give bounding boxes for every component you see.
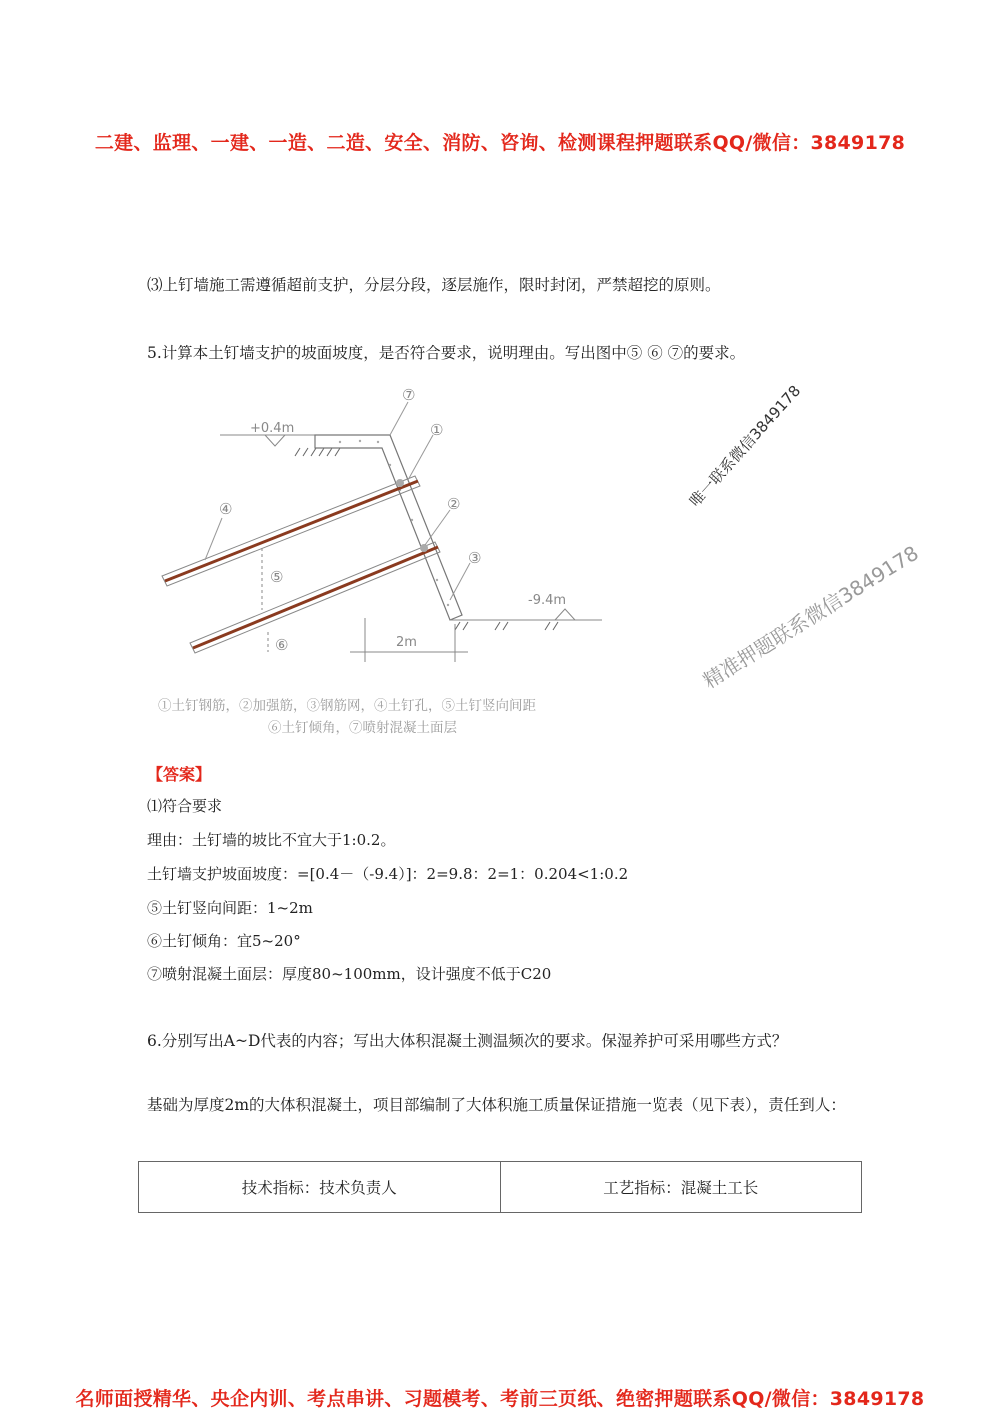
soil-nail-bar-upper xyxy=(165,481,418,581)
elevation-bottom-label: -9.4m xyxy=(528,593,567,608)
question-5: 5.计算本土钉墙支护的坡面坡度，是否符合要求，说明理由。写出图中⑤ ⑥ ⑦的要求。 xyxy=(147,344,746,362)
answer-line-3: 土钉墙支护坡面坡度：=[0.4－（-9.4）]：2=9.8：2=1：0.204<1:0.2 xyxy=(147,865,629,883)
paragraph-concrete: 基础为厚度2m的大体积混凝土，项目部编制了大体积施工质量保证措施一览表（见下表），责任到人： xyxy=(147,1096,846,1114)
paragraph-principle: ⑶上钉墙施工需遵循超前支护，分层分段，逐层施作，限时封闭，严禁超挖的原则。 xyxy=(147,276,721,294)
answer-line-4: ⑤土钉竖向间距：1~2m xyxy=(147,899,313,917)
elevation-marker-bottom xyxy=(555,609,575,620)
elevation-top-label: +0.4m xyxy=(250,421,295,436)
elevation-marker-top xyxy=(265,435,285,446)
figure-caption-1: ①土钉钢筋，②加强筋，③钢筋网，④土钉孔，⑤土钉竖向间距 xyxy=(158,698,536,714)
reinforcing-bar-upper xyxy=(396,479,404,487)
header-banner: 二建、监理、一建、一造、二造、安全、消防、咨询、检测课程押题联系QQ/微信：3849178 xyxy=(94,132,906,154)
watermark-2: 精准押题联系微信3849178 xyxy=(698,540,923,694)
table-cell: 工艺指标：混凝土工长 xyxy=(500,1162,862,1213)
soil-nail-bar-lower xyxy=(193,547,438,648)
answer-line-1: ⑴符合要求 xyxy=(147,797,223,815)
soil-hatch-top xyxy=(295,448,340,456)
dimension-label: 2m xyxy=(396,635,417,650)
label-5: ⑤ xyxy=(270,568,284,586)
label-2: ② xyxy=(447,495,461,513)
watermark-1: 唯一联系微信3849178 xyxy=(685,381,805,511)
answer-line-6: ⑦喷射混凝土面层：厚度80~100mm，设计强度不低于C20 xyxy=(147,965,552,983)
soil-hatch-bottom xyxy=(455,622,558,630)
footer-banner: 名师面授精华、央企内训、考点串讲、习题模考、考前三页纸、绝密押题联系QQ/微信：3849178 xyxy=(75,1388,925,1410)
answer-heading: 【答案】 xyxy=(147,765,212,784)
answer-line-2: 理由：土钉墙的坡比不宜大于1:0.2。 xyxy=(147,831,396,849)
label-4: ④ xyxy=(219,500,233,518)
shotcrete-facing xyxy=(315,435,462,620)
label-7: ⑦ xyxy=(402,386,416,404)
reinforcing-bar-lower xyxy=(420,544,428,552)
table-cell: 技术指标：技术负责人 xyxy=(139,1162,501,1213)
label-6: ⑥ xyxy=(275,636,289,654)
label-1: ① xyxy=(430,421,444,439)
figure-caption-2: ⑥土钉倾角，⑦喷射混凝土面层 xyxy=(268,720,457,736)
answer-line-5: ⑥土钉倾角：宜5~20° xyxy=(147,932,301,950)
measures-table xyxy=(138,1161,862,1213)
question-6: 6.分别写出A~D代表的内容；写出大体积混凝土测温频次的要求。保湿养护可采用哪些方式？ xyxy=(147,1032,788,1050)
table-row xyxy=(139,1162,862,1213)
soil-nail-wall-figure xyxy=(150,380,620,680)
label-3: ③ xyxy=(468,549,482,567)
